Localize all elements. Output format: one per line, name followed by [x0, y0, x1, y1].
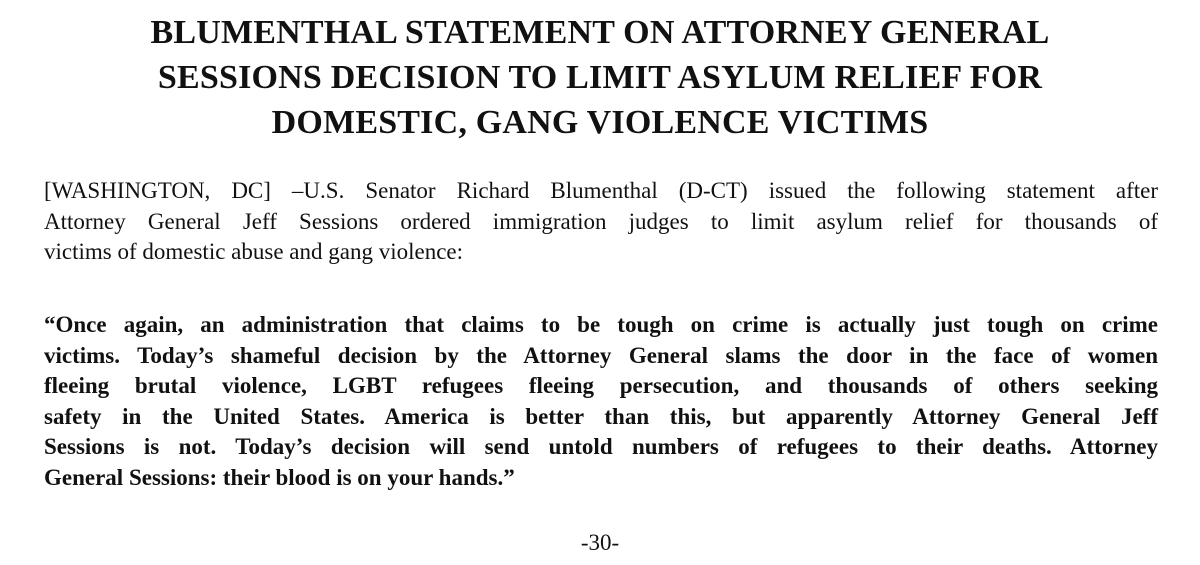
end-mark: -30-	[580, 530, 620, 555]
intro-paragraph	[44, 176, 1158, 268]
intro-line: victims of domestic abuse and gang violence:	[44, 239, 463, 264]
headline-line: DOMESTIC, GANG VIOLENCE VICTIMS	[271, 104, 929, 141]
quote-line: “Once again, an administration that claims to be tough on crime is actually just tough on crime	[44, 312, 1158, 337]
quote-line: Sessions is not. Today’s decision will send untold numbers of refugees to their deaths. Attorney	[44, 434, 1158, 459]
headline-line: BLUMENTHAL STATEMENT ON ATTORNEY GENERAL	[150, 14, 1050, 51]
quote-line: fleeing brutal violence, LGBT refugees fleeing persecution, and thousands of others seeking	[44, 373, 1158, 398]
quote-line: General Sessions: their blood is on your hands.”	[44, 464, 515, 490]
headline-line: SESSIONS DECISION TO LIMIT ASYLUM RELIEF FOR	[157, 59, 1043, 96]
intro-line: [WASHINGTON, DC] –U.S. Senator Richard Blumenthal (D-CT) issued the following statement after	[44, 178, 1158, 203]
quote-line: safety in the United States. America is better than this, but apparently Attorney General Jeff	[44, 403, 1158, 429]
statement-quote	[44, 310, 1158, 493]
quote-line: victims. Today’s shameful decision by the Attorney General slams the door in the face of women	[44, 342, 1158, 368]
intro-line: Attorney General Jeff Sessions ordered immigration judges to limit asylum relief for thousands of	[44, 208, 1158, 234]
headline	[90, 10, 1110, 145]
